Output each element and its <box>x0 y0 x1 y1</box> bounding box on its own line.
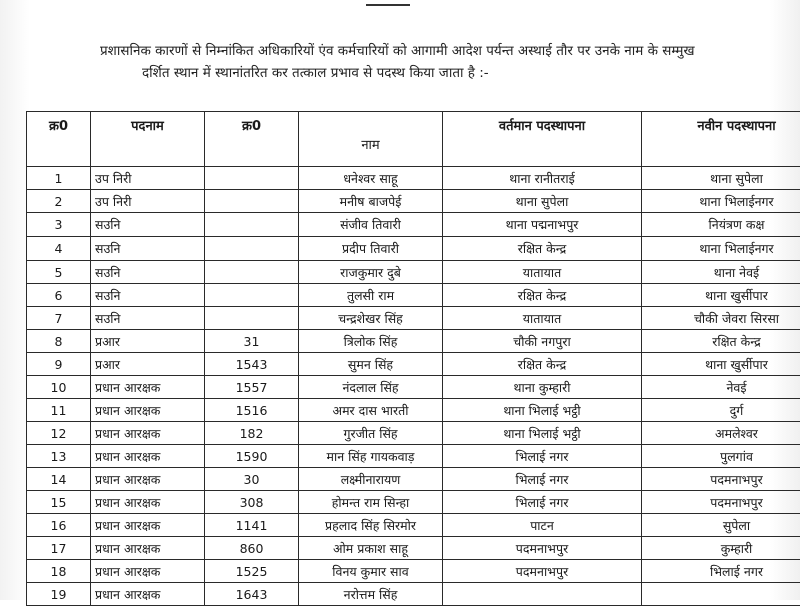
table-row <box>27 491 800 514</box>
cell-number: 182 <box>205 422 299 445</box>
cell-post: प्रधान आरक्षक <box>91 445 205 468</box>
table-row <box>27 422 800 445</box>
cell-name: त्रिलोक सिंह <box>299 330 443 353</box>
header-name: नाम <box>299 112 443 167</box>
table-row <box>27 237 800 261</box>
cell-serial: 1 <box>27 167 91 190</box>
cell-new-posting: भिलाई नगर <box>642 560 800 583</box>
cell-current-posting: थाना भिलाई भट्ठी <box>443 399 642 422</box>
cell-number <box>205 167 299 190</box>
cell-current-posting: पाटन <box>443 514 642 537</box>
cell-new-posting: थाना भिलाईनगर <box>642 237 800 261</box>
cell-current-posting: थाना रानीतराई <box>443 167 642 190</box>
cell-serial: 15 <box>27 491 91 514</box>
transfer-table <box>26 111 800 606</box>
cell-serial: 17 <box>27 537 91 560</box>
cell-current-posting: थाना कुम्हारी <box>443 376 642 399</box>
cell-new-posting: पुलगांव <box>642 445 800 468</box>
cell-number <box>205 284 299 307</box>
cell-post: सउनि <box>91 284 205 307</box>
cell-serial: 10 <box>27 376 91 399</box>
table-header-row <box>27 112 800 167</box>
cell-name: मान सिंह गायकवाड़ <box>299 445 443 468</box>
cell-name: तुलसी राम <box>299 284 443 307</box>
cell-number: 1557 <box>205 376 299 399</box>
cell-new-posting: सुपेला <box>642 514 800 537</box>
cell-serial: 16 <box>27 514 91 537</box>
table-row <box>27 399 800 422</box>
cell-new-posting: नेवई <box>642 376 800 399</box>
cell-post: प्रआर <box>91 353 205 376</box>
cell-new-posting: कुम्हारी <box>642 537 800 560</box>
cell-new-posting <box>642 583 800 606</box>
cell-serial: 9 <box>27 353 91 376</box>
cell-name: विनय कुमार साव <box>299 560 443 583</box>
table-row <box>27 307 800 330</box>
cell-number: 308 <box>205 491 299 514</box>
cell-name: राजकुमार दुबे <box>299 261 443 284</box>
cell-number <box>205 237 299 261</box>
cell-serial: 4 <box>27 237 91 261</box>
cell-new-posting: नियंत्रण कक्ष <box>642 213 800 237</box>
cell-post: सउनि <box>91 261 205 284</box>
table-row <box>27 445 800 468</box>
cell-current-posting: थाना सुपेला <box>443 190 642 213</box>
table-row <box>27 167 800 190</box>
cell-current-posting <box>443 583 642 606</box>
cell-number <box>205 213 299 237</box>
cell-name: प्रदीप तिवारी <box>299 237 443 261</box>
cell-post: उप निरी <box>91 167 205 190</box>
cell-new-posting: अमलेश्वर <box>642 422 800 445</box>
table-row <box>27 261 800 284</box>
cell-post: उप निरी <box>91 190 205 213</box>
cell-current-posting: रक्षित केन्द्र <box>443 353 642 376</box>
cell-post: सउनि <box>91 237 205 261</box>
table-row <box>27 537 800 560</box>
cell-current-posting: रक्षित केन्द्र <box>443 284 642 307</box>
table-row <box>27 514 800 537</box>
cell-serial: 19 <box>27 583 91 606</box>
cell-serial: 2 <box>27 190 91 213</box>
cell-post: सउनि <box>91 307 205 330</box>
cell-number: 31 <box>205 330 299 353</box>
cell-name: नरोत्तम सिंह <box>299 583 443 606</box>
cell-current-posting: भिलाई नगर <box>443 491 642 514</box>
header-serial: क्र0 <box>27 112 91 167</box>
cell-number: 1543 <box>205 353 299 376</box>
cell-number: 1141 <box>205 514 299 537</box>
cell-post: प्रधान आरक्षक <box>91 422 205 445</box>
cell-new-posting: पदमनाभपुर <box>642 491 800 514</box>
cell-number: 860 <box>205 537 299 560</box>
cell-name: गुरजीत सिंह <box>299 422 443 445</box>
cell-number: 1590 <box>205 445 299 468</box>
cell-name: मनीष बाजपेई <box>299 190 443 213</box>
cell-serial: 8 <box>27 330 91 353</box>
cell-serial: 7 <box>27 307 91 330</box>
table-row <box>27 213 800 237</box>
cell-name: सुमन सिंह <box>299 353 443 376</box>
cell-post: प्रधान आरक्षक <box>91 491 205 514</box>
header-new-posting: नवीन पदस्थापना <box>642 112 800 167</box>
cell-new-posting: चौकी जेवरा सिरसा <box>642 307 800 330</box>
table-row <box>27 284 800 307</box>
cell-current-posting: यातायात <box>443 261 642 284</box>
cell-number: 30 <box>205 468 299 491</box>
cell-name: लक्ष्मीनारायण <box>299 468 443 491</box>
cell-new-posting: रक्षित केन्द्र <box>642 330 800 353</box>
cell-post: सउनि <box>91 213 205 237</box>
cell-current-posting: थाना भिलाई भट्ठी <box>443 422 642 445</box>
cell-serial: 11 <box>27 399 91 422</box>
cell-name: संजीव तिवारी <box>299 213 443 237</box>
heading-underline <box>366 0 410 6</box>
table-row <box>27 190 800 213</box>
cell-number: 1516 <box>205 399 299 422</box>
cell-new-posting: दुर्ग <box>642 399 800 422</box>
cell-serial: 3 <box>27 213 91 237</box>
header-post: पदनाम <box>91 112 205 167</box>
cell-name: होमन्त राम सिन्हा <box>299 491 443 514</box>
cell-post: प्रआर <box>91 330 205 353</box>
cell-new-posting: थाना खुर्सीपार <box>642 353 800 376</box>
cell-new-posting: थाना भिलाईनगर <box>642 190 800 213</box>
cell-number: 1525 <box>205 560 299 583</box>
cell-current-posting: थाना पद्मनाभपुर <box>443 213 642 237</box>
cell-serial: 5 <box>27 261 91 284</box>
cell-number: 1643 <box>205 583 299 606</box>
intro-line-1: प्रशासनिक कारणों से निम्नांकित अधिकारियों एंव कर्मचारियों को आगामी आदेश पर्यन्त अस्थाई तौर पर उनके नाम के सम्मुख <box>100 40 770 62</box>
cell-current-posting: यातायात <box>443 307 642 330</box>
cell-post: प्रधान आरक्षक <box>91 376 205 399</box>
cell-post: प्रधान आरक्षक <box>91 468 205 491</box>
table-row <box>27 330 800 353</box>
table-row <box>27 583 800 606</box>
cell-new-posting: थाना खुर्सीपार <box>642 284 800 307</box>
cell-new-posting: थाना सुपेला <box>642 167 800 190</box>
table-row <box>27 560 800 583</box>
cell-new-posting: पदमनाभपुर <box>642 468 800 491</box>
cell-name: नंदलाल सिंह <box>299 376 443 399</box>
cell-post: प्रधान आरक्षक <box>91 514 205 537</box>
cell-post: प्रधान आरक्षक <box>91 537 205 560</box>
cell-number <box>205 190 299 213</box>
order-intro <box>100 40 770 84</box>
header-current-posting: वर्तमान पदस्थापना <box>443 112 642 167</box>
cell-number <box>205 307 299 330</box>
cell-new-posting: थाना नेवई <box>642 261 800 284</box>
intro-line-2: दर्शित स्थान में स्थानांतरित कर तत्काल प्रभाव से पदस्थ किया जाता है :- <box>100 62 770 84</box>
table-row <box>27 468 800 491</box>
header-number: क्र0 <box>205 112 299 167</box>
cell-current-posting: भिलाई नगर <box>443 468 642 491</box>
cell-name: चन्द्रशेखर सिंह <box>299 307 443 330</box>
cell-current-posting: पदमनाभपुर <box>443 537 642 560</box>
cell-current-posting: चौकी नगपुरा <box>443 330 642 353</box>
cell-number <box>205 261 299 284</box>
cell-current-posting: पदमनाभपुर <box>443 560 642 583</box>
table-row <box>27 353 800 376</box>
cell-name: अमर दास भारती <box>299 399 443 422</box>
cell-post: प्रधान आरक्षक <box>91 399 205 422</box>
cell-current-posting: भिलाई नगर <box>443 445 642 468</box>
cell-name: प्रहलाद सिंह सिरमोर <box>299 514 443 537</box>
cell-serial: 18 <box>27 560 91 583</box>
cell-post: प्रधान आरक्षक <box>91 560 205 583</box>
cell-serial: 14 <box>27 468 91 491</box>
cell-serial: 13 <box>27 445 91 468</box>
cell-serial: 6 <box>27 284 91 307</box>
cell-name: ओम प्रकाश साहू <box>299 537 443 560</box>
cell-current-posting: रक्षित केन्द्र <box>443 237 642 261</box>
cell-serial: 12 <box>27 422 91 445</box>
cell-name: धनेश्वर साहू <box>299 167 443 190</box>
cell-post: प्रधान आरक्षक <box>91 583 205 606</box>
table-row <box>27 376 800 399</box>
